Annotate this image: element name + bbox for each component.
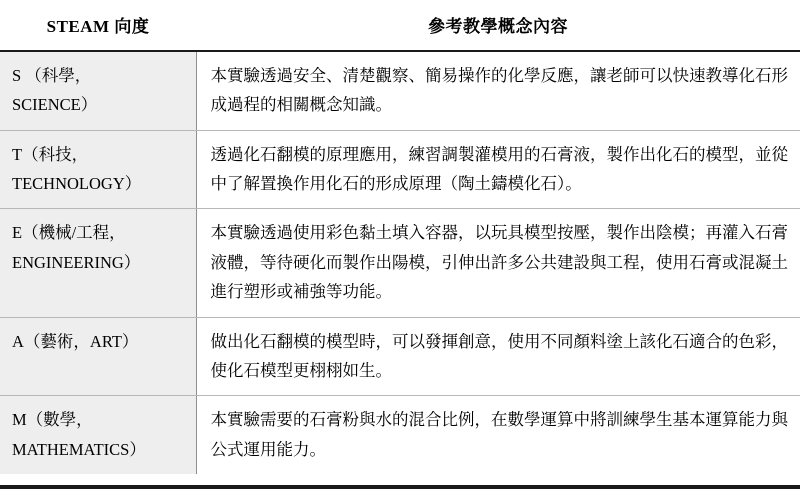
table-body — [0, 51, 800, 474]
content-text: 本實驗需要的石膏粉與水的混合比例，在數學運算中將訓練學生基本運算能力與公式運用能力。 — [210, 410, 788, 459]
column-header-dimension: STEAM 向度 — [0, 0, 196, 51]
cell-content — [196, 130, 800, 209]
dimension-line: E（機械/工程， — [12, 223, 126, 243]
dimension-line: T（科技， — [12, 144, 89, 164]
cell-dimension — [0, 209, 196, 317]
dimension-line: MATHEMATICS） — [12, 439, 146, 459]
dimension-line: A（藝術，ART） — [12, 331, 139, 351]
content-text: 本實驗透過使用彩色黏土填入容器，以玩具模型按壓，製作出陰模；再灌入石膏液體，等待硬化而製作出陽模，引伸出許多公共建設與工程，使用石膏或混凝土進行塑形或補強等功能。 — [210, 223, 788, 302]
dimension-line: SCIENCE） — [12, 95, 98, 115]
dimension-line: TECHNOLOGY） — [12, 174, 142, 194]
cell-dimension — [0, 396, 196, 474]
table-header-row — [0, 0, 800, 51]
cell-dimension — [0, 130, 196, 209]
content-text: 本實驗透過安全、清楚觀察、簡易操作的化學反應，讓老師可以快速教導化石形成過程的相關概念知識。 — [210, 66, 788, 115]
dimension-line: ENGINEERING） — [12, 252, 141, 272]
cell-dimension — [0, 51, 196, 130]
dimension-line: S （科學， — [12, 66, 92, 85]
table-row — [0, 317, 800, 396]
table-row — [0, 130, 800, 209]
table-row — [0, 51, 800, 130]
content-text: 透過化石翻模的原理應用，練習調製灌模用的石膏液，製作出化石的模型，並從中了解置換作用化石的形成原理（陶土鑄模化石）。 — [210, 144, 788, 194]
column-header-content: 參考教學概念內容 — [196, 0, 800, 51]
cell-content — [196, 317, 800, 396]
table-row — [0, 396, 800, 474]
cell-dimension — [0, 317, 196, 396]
table-bottom-rule — [0, 485, 800, 489]
content-text: 做出化石翻模的模型時，可以發揮創意，使用不同顏料塗上該化石適合的色彩，使化石模型更栩栩如生。 — [210, 331, 788, 380]
cell-content — [196, 209, 800, 317]
dimension-line: M（數學， — [12, 410, 93, 430]
table-head — [0, 0, 800, 51]
cell-content — [196, 51, 800, 130]
table-row — [0, 209, 800, 317]
cell-content — [196, 396, 800, 474]
